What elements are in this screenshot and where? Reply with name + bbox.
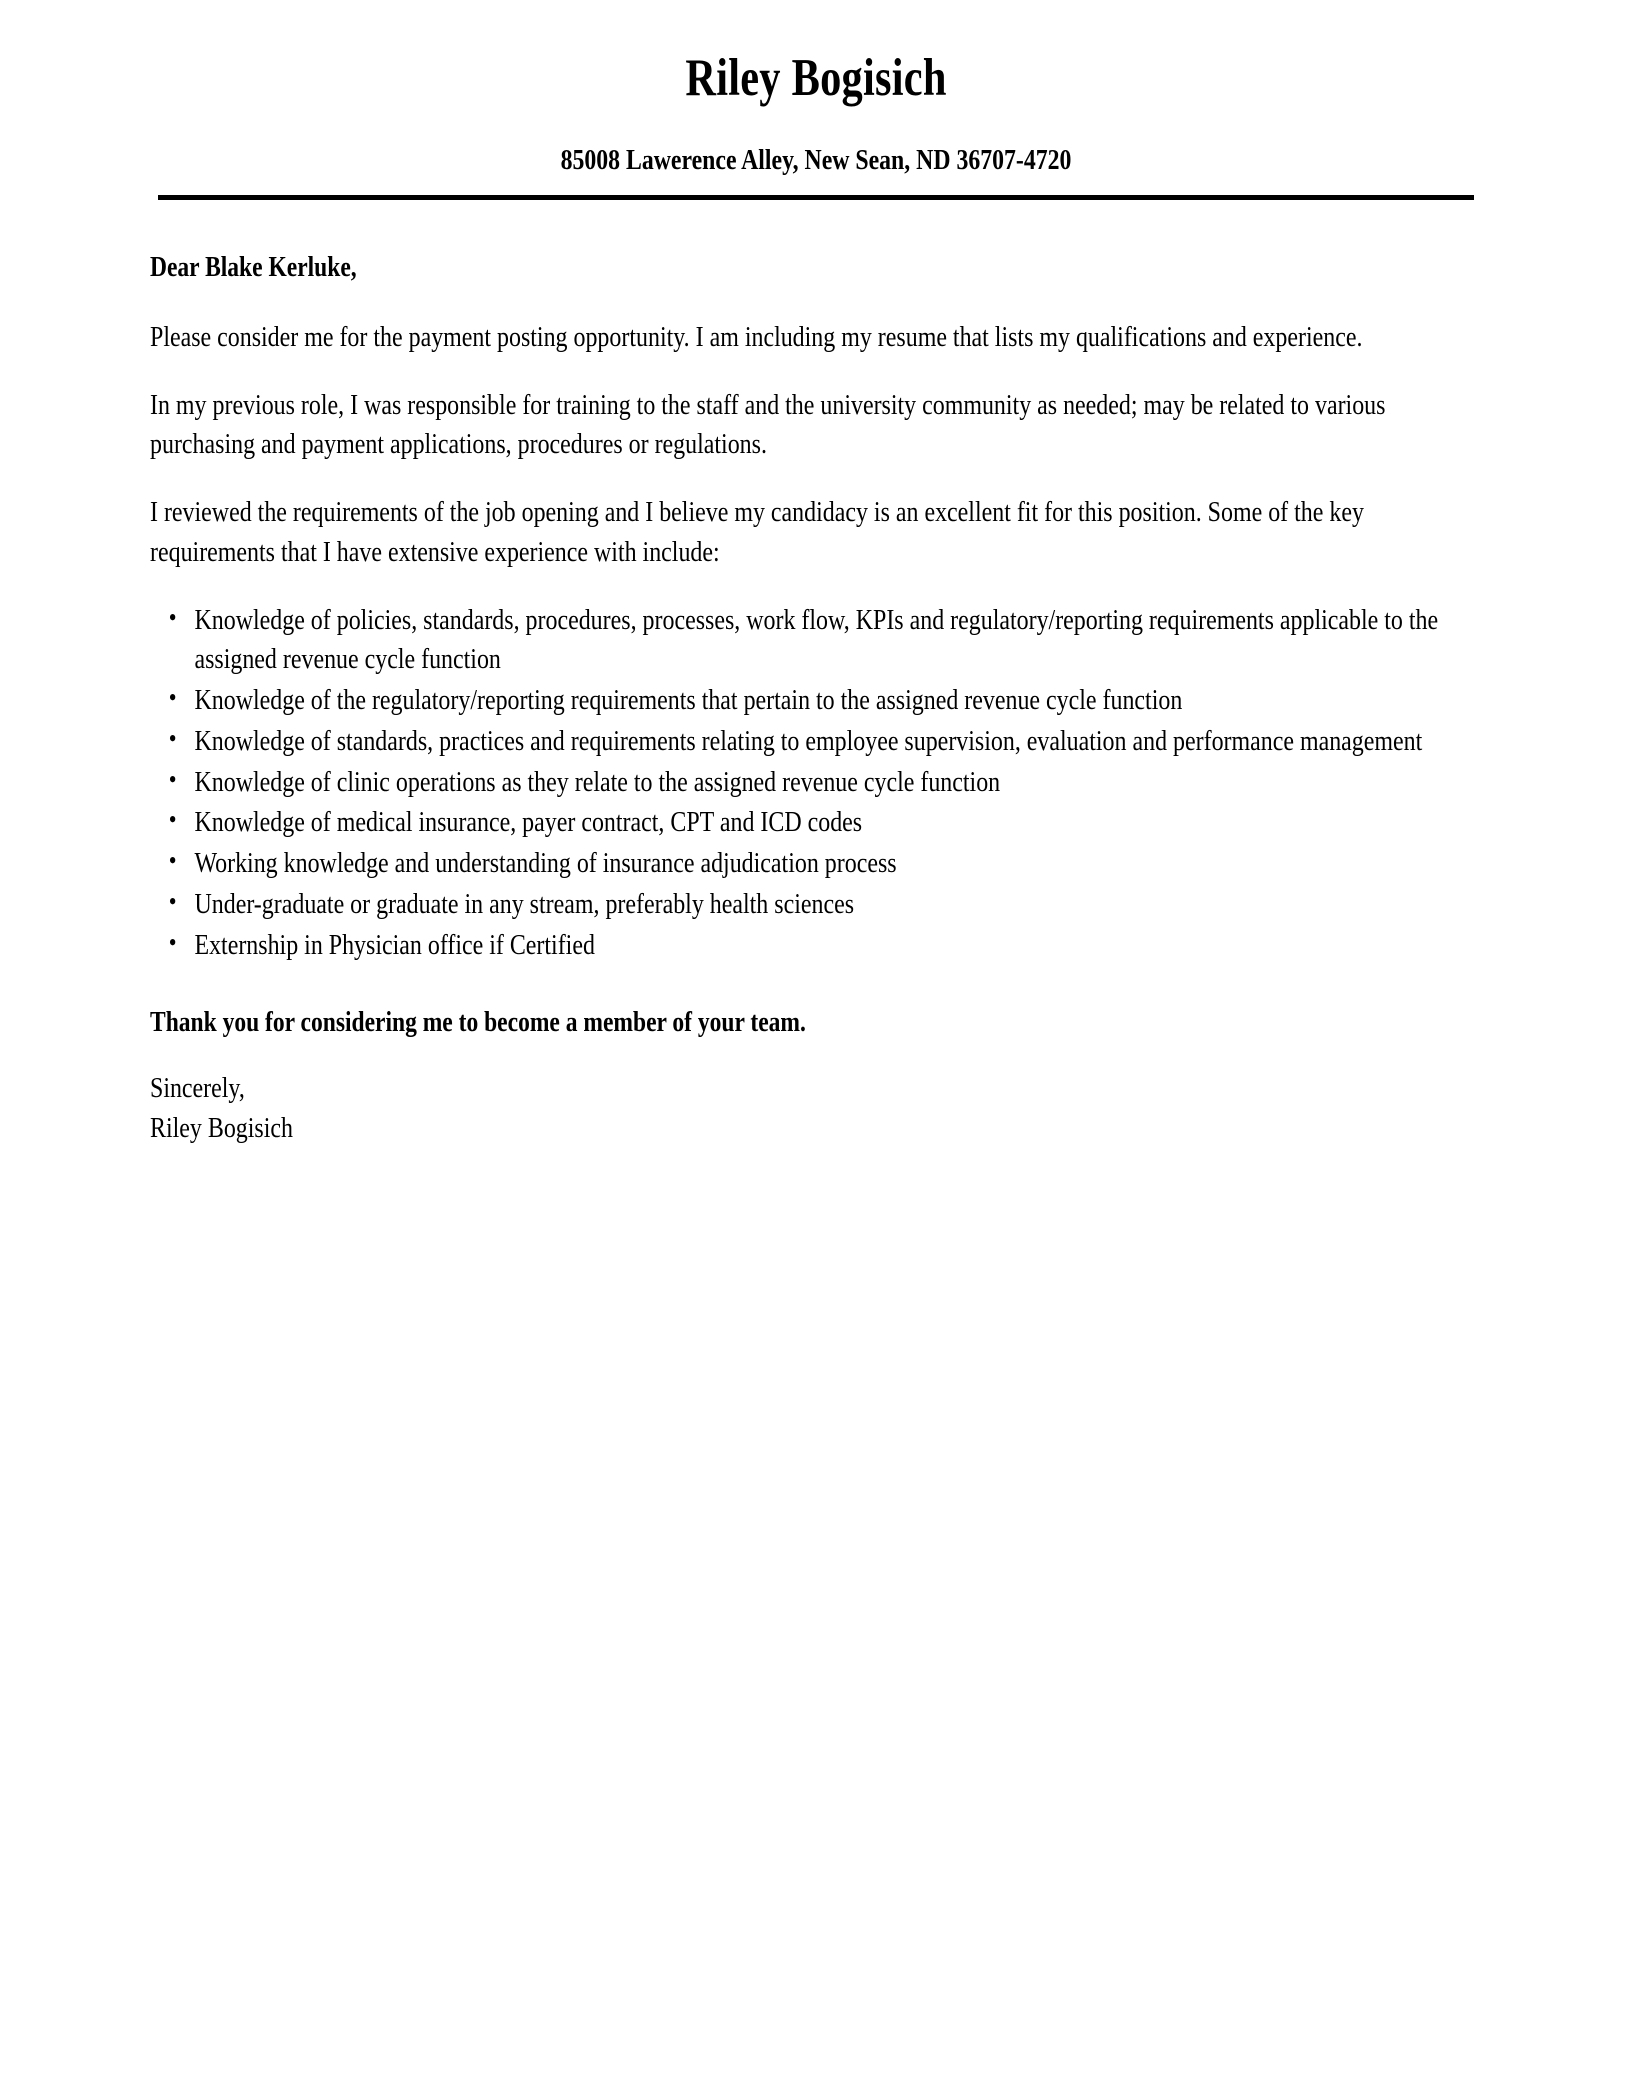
list-item: • Knowledge of policies, standards, procedures, processes, work flow, KPIs and regulatory/reporting requirements applicable to the assigned revenue cycle function xyxy=(150,601,1482,681)
list-item: • Under-graduate or graduate in any stream, preferably health sciences xyxy=(150,885,1482,925)
body-paragraph-2: In my previous role, I was responsible for training to the staff and the university community as needed; may be related to various purchasing and payment applications, procedures or regulations. xyxy=(150,389,1386,461)
valediction: Sincerely, xyxy=(150,1073,245,1105)
list-item: • Knowledge of medical insurance, payer contract, CPT and ICD codes xyxy=(150,803,1482,843)
header-divider xyxy=(158,195,1474,200)
list-item: • Knowledge of the regulatory/reporting requirements that pertain to the assigned revenue cycle function xyxy=(150,681,1482,721)
list-item: • Working knowledge and understanding of insurance adjudication process xyxy=(150,844,1482,884)
closing-statement: Thank you for considering me to become a member of your team. xyxy=(150,1007,806,1039)
requirements-list xyxy=(150,601,1482,966)
list-item: • Knowledge of standards, practices and requirements relating to employee supervision, evaluation and performance management xyxy=(150,722,1482,762)
sender-address: 85008 Lawerence Alley, New Sean, ND 36707-4720 xyxy=(560,143,1072,176)
letter-content xyxy=(150,0,1482,1149)
salutation: Dear Blake Kerluke, xyxy=(150,251,357,283)
body-paragraph-1: Please consider me for the payment posting opportunity. I am including my resume that lists my qualifications and experience. xyxy=(150,321,1363,353)
sender-name: Riley Bogisich xyxy=(685,49,947,107)
list-item: • Knowledge of clinic operations as they relate to the assigned revenue cycle function xyxy=(150,763,1482,803)
body-paragraph-3: I reviewed the requirements of the job opening and I believe my candidacy is an excellent fit for this position. Some of the key requirements that I have extensive experience with include: xyxy=(150,497,1364,568)
list-item: • Externship in Physician office if Certified xyxy=(150,926,1482,966)
letter-header xyxy=(150,0,1482,177)
signoff-block xyxy=(150,1069,1289,1149)
signature-name: Riley Bogisich xyxy=(150,1113,293,1145)
letter-body xyxy=(150,252,1482,1149)
